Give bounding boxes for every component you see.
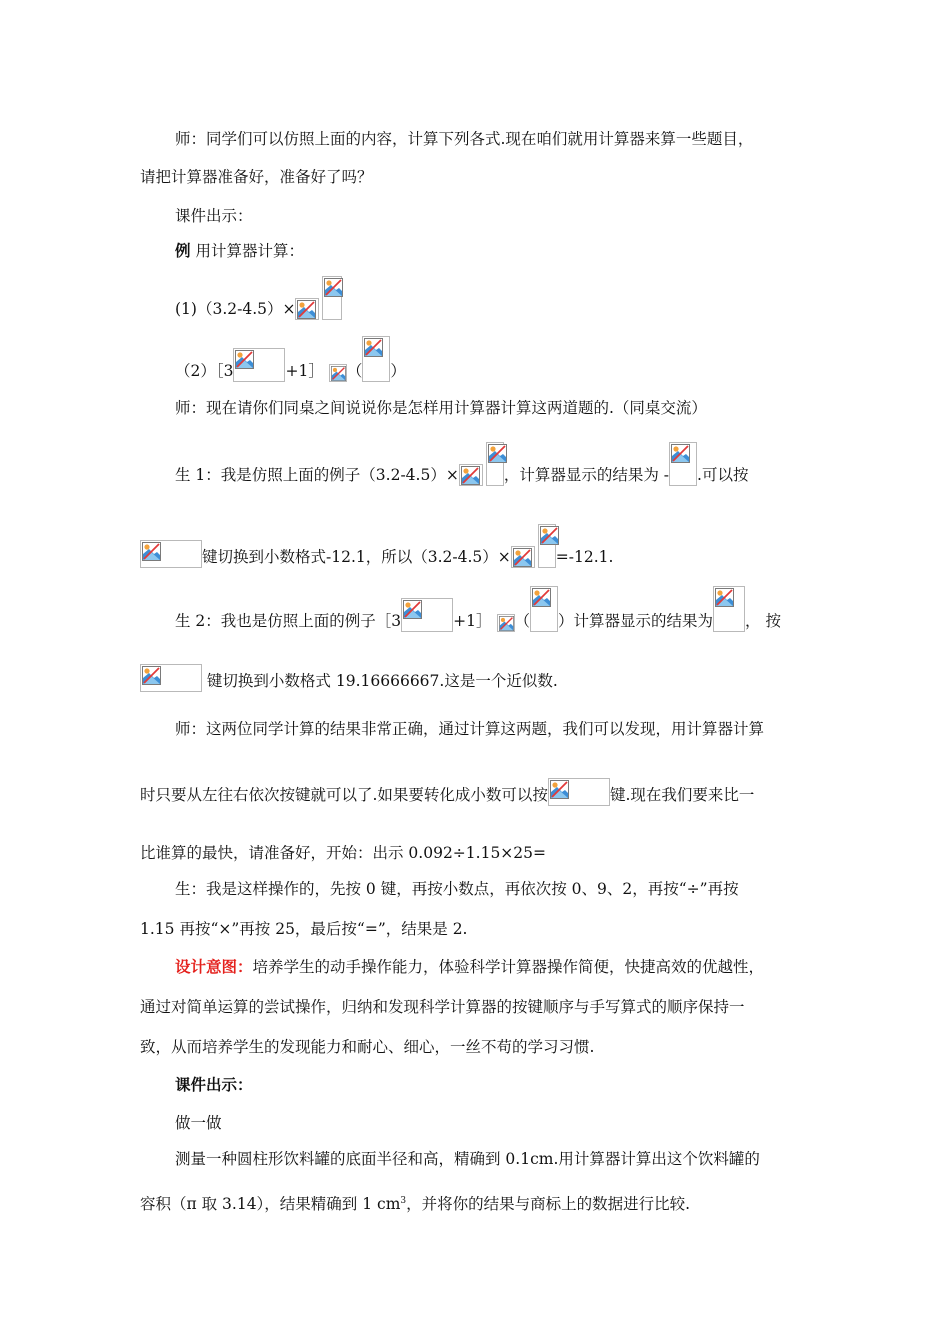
example-text: 用计算器计算： [190,242,304,260]
broken-image-icon [362,336,390,382]
paragraph-line [140,778,754,806]
broken-image-icon [295,298,319,320]
student-2-text: +1］ [453,612,492,630]
broken-image-icon [140,664,202,692]
broken-image-icon [538,524,556,568]
design-intent-line [175,956,764,978]
student-2-text: （ [514,612,531,630]
minus-sign: - [663,466,670,484]
broken-image-icon [713,586,745,632]
paragraph-line: 1.15 再按“×”再按 25，最后按“=”，结果是 2. [140,920,468,938]
broken-image-icon [401,598,453,632]
student-1-text: .可以按 [697,466,749,484]
paragraph-line: 通过对简单运算的尝试操作，归纳和发现科学计算器的按键顺序与手写算式的顺序保持一 [140,998,745,1016]
broken-image-icon [669,442,697,486]
student-2-text: 键切换到小数格式 19.16666667.这是一个近似数. [202,672,558,690]
paragraph-text: 容积（π 取 3.14），结果精确到 1 cm [140,1195,401,1214]
broken-image-icon [233,348,285,382]
paragraph-line: 师：同学们可以仿照上面的内容，计算下列各式.现在咱们就用计算器来算一些题目， [175,130,754,148]
paragraph-line: 测量一种圆柱形饮料罐的底面半径和高，精确到 0.1cm.用计算器计算出这个饮料罐的 [175,1150,760,1168]
item-1-text: (1)（3.2-4.5）× [175,300,296,318]
item-2-prefix: （2）［3 [175,362,234,380]
section-label: 课件出示： [175,1075,253,1094]
paragraph-text: 键.现在我们要来比一 [609,786,755,804]
superscript: 3 [400,1196,407,1206]
item-2-plus: +1］ [285,362,324,380]
broken-image-icon [140,540,202,568]
paragraph-line: 致，从而培养学生的发现能力和耐心、细心，一丝不苟的学习习惯. [140,1038,595,1056]
item-1 [175,276,342,320]
broken-image-icon [486,442,504,486]
student-2-line [175,586,781,632]
paragraph-line: 师：现在请你们同桌之间说说你是怎样用计算器计算这两道题的.（同桌交流） [175,399,707,417]
broken-image-icon [497,614,515,632]
broken-image-icon [511,546,535,568]
student-2-text: ）计算器显示的结果为 [558,612,714,630]
paragraph-line: 请把计算器准备好，准备好了吗？ [140,168,373,186]
section-label: 课件出示： [175,207,253,225]
student-1-text: 键切换到小数格式-12.1，所以（3.2-4.5）× [202,548,511,566]
item-2-close: ） [390,362,406,380]
student-2-line [140,664,558,692]
item-2-open: （ [346,362,363,380]
broken-image-icon [548,778,610,806]
broken-image-icon [459,464,483,486]
example-line [175,240,304,262]
student-2-text: 生 2：我也是仿照上面的例子［3 [175,612,402,630]
student-2-text: ， 按 [745,612,781,630]
broken-image-icon [530,586,558,632]
student-1-line [140,524,613,568]
paragraph-text: ，并将你的结果与商标上的数据进行比较. [406,1195,691,1214]
paragraph-line: 师：这两位同学计算的结果非常正确，通过计算这两题，我们可以发现，用计算器计算 [175,720,765,738]
paragraph-text: 培养学生的动手操作能力，体验科学计算器操作简便，快捷高效的优越性， [252,958,765,976]
paragraph-line: 比谁算的最快，请准备好，开始：出示 0.092÷1.15×25= [140,844,546,862]
paragraph-line: 生：我是这样操作的，先按 0 键，再按小数点，再依次按 0、9、2，再按“÷”再按 [175,880,739,898]
paragraph-text: 时只要从左往右依次按键就可以了.如果要转化成小数可以按 [140,786,548,804]
student-1-text: ，计算器显示的结果为 [503,466,664,484]
item-2 [175,336,406,382]
student-1-line [175,442,748,486]
design-intent-label: 设计意图： [175,957,253,976]
subheading: 做一做 [175,1114,222,1132]
broken-image-icon [329,364,347,382]
paragraph-line [140,1190,690,1215]
example-label: 例 [175,241,191,260]
broken-image-icon [322,276,342,320]
student-1-text: =-12.1. [555,548,614,566]
student-1-text: 生 1：我是仿照上面的例子（3.2-4.5）× [175,466,459,484]
